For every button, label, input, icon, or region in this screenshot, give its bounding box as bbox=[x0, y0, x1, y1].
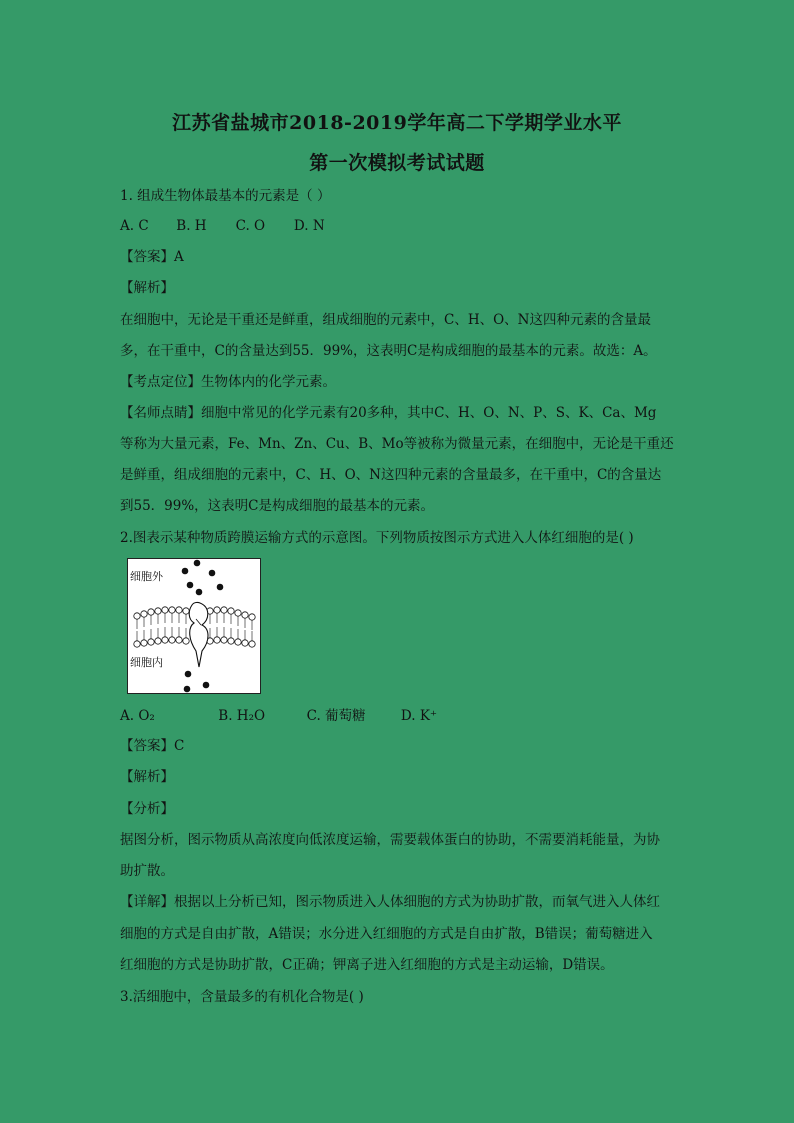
q1-analysis-heading: 【解析】 bbox=[120, 280, 174, 296]
q3-stem: 3.活细胞中，含量最多的有机化合物是( ) bbox=[120, 989, 364, 1005]
q1-option-b: B. H bbox=[176, 218, 207, 234]
doc-title-line1: 江苏省盐城市2018-2019学年高二下学期学业水平 bbox=[172, 112, 622, 134]
q1-analysis-line: 多，在干重中，C的含量达到55．99%，这表明C是构成细胞的最基本的元素。故选：A。 bbox=[120, 343, 657, 359]
q1-tip-line: 是鲜重，组成细胞的元素中，C、H、O、N这四种元素的含量最多，在干重中，C的含量达 bbox=[120, 467, 662, 483]
q2-option-b: B. H₂O bbox=[218, 708, 266, 724]
q1-option-a: A. C bbox=[120, 218, 149, 234]
q2-answer: 【答案】C bbox=[120, 738, 185, 754]
q1-options bbox=[120, 216, 680, 236]
q2-detail-line: 细胞的方式是自由扩散，A错误；水分进入红细胞的方式是自由扩散，B错误；葡萄糖进入 bbox=[120, 926, 653, 942]
q2-option-c: C. 葡萄糖 bbox=[306, 708, 366, 724]
q1-option-d: D. N bbox=[293, 218, 325, 234]
carrier-protein bbox=[189, 602, 208, 667]
q1-tip-line: 到55．99%，这表明C是构成细胞的最基本的元素。 bbox=[120, 498, 435, 514]
q2-option-d: D. K⁺ bbox=[400, 708, 438, 724]
q1-option-c: C. O bbox=[235, 218, 266, 234]
q2-option-a: A. O₂ bbox=[120, 708, 155, 724]
q2-detail-line: 红细胞的方式是协助扩散，C正确；钾离子进入红细胞的方式是主动运输，D错误。 bbox=[120, 957, 614, 973]
q1-tip-line: 等称为大量元素，Fe、Mn、Zn、Cu、B、Mo等被称为微量元素，在细胞中，无论是干重还 bbox=[120, 436, 674, 452]
label-inside: 细胞内 bbox=[130, 656, 163, 669]
q2-fenxi-line: 据图分析，图示物质从高浓度向低浓度运输，需要载体蛋白的协助，不需要消耗能量，为协 bbox=[120, 832, 660, 848]
label-outside: 细胞外 bbox=[130, 570, 163, 583]
q1-tip-line: 【名师点睛】细胞中常见的化学元素有20多种，其中C、H、O、N、P、S、K、Ca、Mg bbox=[120, 405, 657, 421]
doc-title-line2: 第一次模拟考试试题 bbox=[309, 152, 485, 174]
q2-analysis-heading: 【解析】 bbox=[120, 769, 174, 785]
q2-detail-line: 【详解】根据以上分析已知，图示物质进入人体细胞的方式为协助扩散，而氧气进入人体红 bbox=[120, 894, 660, 910]
q1-analysis-line: 在细胞中，无论是干重还是鲜重，组成细胞的元素中，C、H、O、N这四种元素的含量最 bbox=[120, 312, 651, 328]
q2-fenxi-line: 助扩散。 bbox=[120, 863, 174, 879]
membrane-transport-figure bbox=[127, 558, 261, 694]
q1-stem: 1. 组成生物体最基本的元素是（ ） bbox=[120, 188, 331, 204]
q2-options bbox=[120, 706, 680, 726]
q1-point: 【考点定位】生物体内的化学元素。 bbox=[120, 374, 336, 390]
q2-stem: 2.图表示某种物质跨膜运输方式的示意图。下列物质按图示方式进入人体红细胞的是( ) bbox=[120, 530, 634, 546]
q1-answer: 【答案】A bbox=[120, 249, 184, 265]
q2-fenxi-heading: 【分析】 bbox=[120, 801, 174, 817]
